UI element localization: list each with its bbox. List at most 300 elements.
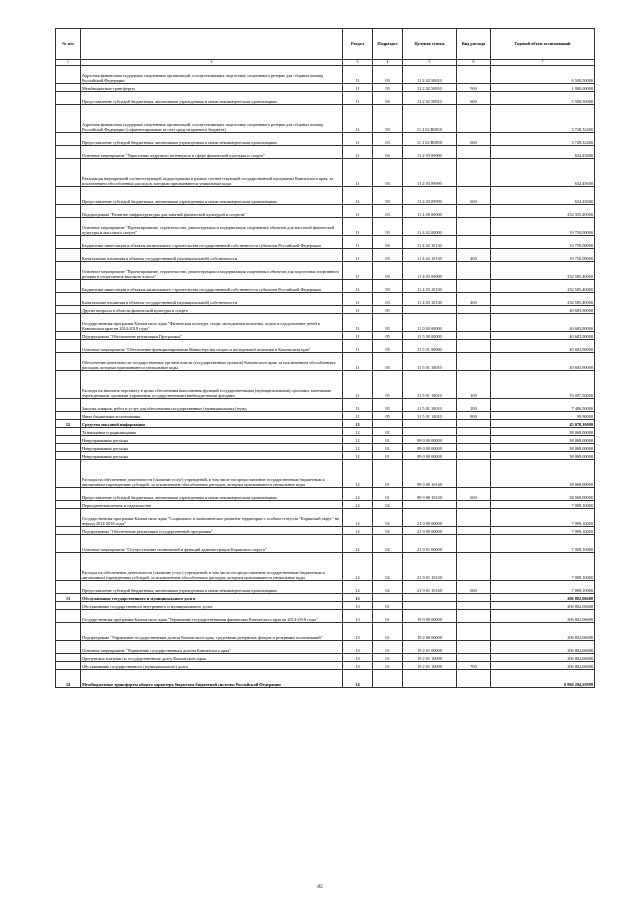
row-csr: 11 4 03 00000	[403, 262, 457, 280]
table-row	[56, 662, 595, 670]
row-csr: 21 9 01 00000	[403, 535, 457, 553]
row-csr: 11 4 02 10130	[403, 249, 457, 262]
row-vr: 600	[457, 581, 491, 594]
row-vr	[457, 501, 491, 509]
row-razdel: 11	[343, 159, 373, 187]
row-csr	[403, 670, 457, 688]
table-row	[56, 444, 595, 452]
row-podrazdel: 01	[373, 444, 403, 452]
row-sum: 40 683,90000	[491, 340, 595, 353]
table-row	[56, 218, 595, 236]
row-name: Основное мероприятие "Управление государственным долгом Камчатского края"	[81, 641, 343, 654]
row-number	[56, 306, 81, 314]
row-csr	[403, 602, 457, 610]
row-razdel: 12	[343, 527, 373, 535]
row-podrazdel: 05	[373, 412, 403, 420]
row-vr	[457, 535, 491, 553]
row-razdel: 11	[343, 249, 373, 262]
row-razdel: 11	[343, 293, 373, 306]
row-name: Другие вопросы в области физической культуры и спорта	[81, 306, 343, 314]
row-vr	[457, 420, 491, 428]
row-sum: 232 585,40000	[491, 293, 595, 306]
row-podrazdel: 03	[373, 105, 403, 133]
row-name: Подпрограмма "Обеспечение реализации Программы"	[81, 332, 343, 340]
row-number	[56, 159, 81, 187]
row-razdel: 11	[343, 133, 373, 146]
row-csr: 11 5 01 10010	[403, 412, 457, 420]
row-name: Предоставление субсидий бюджетным, автономным учреждениям и иным некоммерческим организациям	[81, 133, 343, 146]
table-row	[56, 314, 595, 332]
row-csr: 11 5 01 00000	[403, 340, 457, 353]
row-name: Государственная программа Камчатского края "Управление государственными финансами Камчатского края на 2014-2018 годы"	[81, 610, 343, 623]
row-name: Основное мероприятие "Проектирование, строительство, реконструкция и модернизация спортивных объектов для массовой физической культуры и массового спорта"	[81, 218, 343, 236]
row-name: Телевидение и радиовещание	[81, 428, 343, 436]
row-sum: 232 585,40000	[491, 262, 595, 280]
row-csr: 99 0 00 10140	[403, 488, 457, 501]
row-sum: 19 750,00000	[491, 218, 595, 236]
table-row	[56, 623, 595, 641]
row-razdel: 11	[343, 353, 373, 371]
row-sum: 206 802,06680	[491, 654, 595, 662]
row-sum: 40 683,90000	[491, 353, 595, 371]
header-razdel: Раздел	[343, 29, 373, 60]
row-number	[56, 66, 81, 84]
table-row	[56, 602, 595, 610]
row-razdel: 13	[343, 610, 373, 623]
row-sum: 45 078,10000	[491, 420, 595, 428]
row-razdel: 12	[343, 509, 373, 527]
row-podrazdel: 03	[373, 218, 403, 236]
row-number	[56, 280, 81, 293]
row-razdel: 11	[343, 205, 373, 218]
row-vr: 600	[457, 92, 491, 105]
row-podrazdel	[373, 594, 403, 602]
row-podrazdel: 03	[373, 293, 403, 306]
row-razdel: 12	[343, 501, 373, 509]
row-sum: 6 508,50000	[491, 66, 595, 84]
row-sum: 38 069,00000	[491, 452, 595, 460]
row-name: Расходы на выплаты персоналу в целях обеспечения выполнения функций государственными (муниципальными) органами, казенными учреждениями, органами управления государственными внебюджетными фондами	[81, 371, 343, 399]
row-name: Бюджетные инвестиции в объекты капитального строительства государственной собственности субъектов Российской Федерации	[81, 280, 343, 293]
row-podrazdel: 05	[373, 332, 403, 340]
row-podrazdel: 01	[373, 641, 403, 654]
row-razdel: 11	[343, 314, 373, 332]
row-name: Межбюджетные трансферты общего характера бюджетам бюджетной системы Российской Федерации	[81, 670, 343, 688]
row-name: Подпрограмма "Развитие инфраструктуры для занятий физической культурой и спортом"	[81, 205, 343, 218]
page-number: 85	[317, 884, 323, 890]
table-row	[56, 488, 595, 501]
row-number	[56, 399, 81, 412]
row-razdel: 14	[343, 670, 373, 688]
row-number	[56, 452, 81, 460]
row-sum: 206 802,06680	[491, 662, 595, 670]
row-razdel: 13	[343, 662, 373, 670]
row-vr	[457, 594, 491, 602]
row-name: Закупка товаров, работ и услуг для обеспечения государственных (муниципальных) нужд	[81, 399, 343, 412]
row-vr	[457, 340, 491, 353]
row-vr	[457, 527, 491, 535]
row-number	[56, 535, 81, 553]
row-name: Реализация мероприятий соответствующей подпрограммы в рамках соответствующей государственной программы Камчатского края, за исключением обособленных расходов, которым присваиваются уникальные коды	[81, 159, 343, 187]
row-number: 12	[56, 420, 81, 428]
row-podrazdel: 02	[373, 527, 403, 535]
row-podrazdel: 02	[373, 553, 403, 581]
row-number	[56, 654, 81, 662]
table-row	[56, 460, 595, 488]
column-index: 2	[81, 60, 343, 66]
row-vr: 600	[457, 187, 491, 205]
row-sum: 38 069,00000	[491, 428, 595, 436]
row-sum: 7 486,50000	[491, 399, 595, 412]
row-csr	[403, 306, 457, 314]
row-number	[56, 92, 81, 105]
row-number	[56, 428, 81, 436]
row-number	[56, 187, 81, 205]
row-sum: 206 802,06680	[491, 594, 595, 602]
row-podrazdel: 03	[373, 146, 403, 159]
column-index: 6	[457, 60, 491, 66]
row-razdel: 11	[343, 66, 373, 84]
row-razdel: 13	[343, 641, 373, 654]
row-razdel: 12	[343, 581, 373, 594]
table-row	[56, 371, 595, 399]
row-podrazdel: 03	[373, 280, 403, 293]
table-row	[56, 205, 595, 218]
row-razdel: 11	[343, 84, 373, 92]
row-csr: 11 5 01 10010	[403, 371, 457, 399]
row-podrazdel: 05	[373, 340, 403, 353]
row-podrazdel: 01	[373, 602, 403, 610]
header-csr: Целевая статья	[403, 29, 457, 60]
row-razdel: 12	[343, 488, 373, 501]
row-name: Расходы на обеспечение деятельности (оказание услуг) учреждений, в том числе на предоставление государственным бюджетным и автономным учреждениям субсидий, за исключением обособленных расходов, которым присваиваются уникальные коды	[81, 553, 343, 581]
row-vr	[457, 236, 491, 249]
row-vr	[457, 105, 491, 133]
row-csr: 19 2 01 10090	[403, 662, 457, 670]
row-csr: 11 2 02 50810	[403, 84, 457, 92]
row-number	[56, 488, 81, 501]
row-vr	[457, 452, 491, 460]
row-vr: 700	[457, 662, 491, 670]
row-csr: 11 5 01 10010	[403, 399, 457, 412]
row-razdel: 11	[343, 399, 373, 412]
row-razdel: 12	[343, 535, 373, 553]
row-podrazdel	[373, 670, 403, 688]
row-vr: 200	[457, 399, 491, 412]
table-row	[56, 654, 595, 662]
row-name: Государственная программа Камчатского края "Социальное и экономическое развитие территории с особым статусом "Корякский округ" на период 2014-2018 годы"	[81, 509, 343, 527]
row-sum: 1 000,00000	[491, 84, 595, 92]
row-csr: 11 2 03 09990	[403, 159, 457, 187]
row-razdel: 11	[343, 187, 373, 205]
row-name: Предоставление субсидий бюджетным, автономным учреждениям и иным некоммерческим организациям	[81, 581, 343, 594]
table-row	[56, 501, 595, 509]
row-vr	[457, 436, 491, 444]
table-row	[56, 262, 595, 280]
row-razdel: 12	[343, 436, 373, 444]
row-sum: 232 585,40000	[491, 280, 595, 293]
row-csr: 11 2 02 R0810	[403, 105, 457, 133]
row-csr: 99 0 00 00000	[403, 452, 457, 460]
row-vr	[457, 610, 491, 623]
column-index: 7	[491, 60, 595, 66]
row-sum: 40 683,90000	[491, 306, 595, 314]
row-podrazdel: 02	[373, 509, 403, 527]
row-vr	[457, 205, 491, 218]
header-podrazdel: Подраздел	[373, 29, 403, 60]
row-sum: 6 866 294,25999	[491, 670, 595, 688]
row-vr	[457, 602, 491, 610]
row-number	[56, 460, 81, 488]
row-name: Основное мероприятие "Осуществление полномочий и функций администрации Корякского округа"	[81, 535, 343, 553]
row-name: Предоставление субсидий бюджетным, автономным учреждениям и иным некоммерческим организациям	[81, 488, 343, 501]
row-vr: 400	[457, 249, 491, 262]
row-name: Обслуживание государственного и муниципального долга	[81, 594, 343, 602]
row-vr	[457, 306, 491, 314]
row-vr: 100	[457, 371, 491, 399]
table-row	[56, 249, 595, 262]
table-row	[56, 581, 595, 594]
row-name: Иные бюджетные ассигнования	[81, 412, 343, 420]
row-csr: 21 9 01 10140	[403, 553, 457, 581]
table-row	[56, 66, 595, 84]
row-csr: 11 2 02 50810	[403, 92, 457, 105]
row-razdel: 13	[343, 623, 373, 641]
row-podrazdel: 01	[373, 610, 403, 623]
row-sum: 206 802,06680	[491, 641, 595, 654]
row-vr	[457, 353, 491, 371]
header-vr: Вид расхода	[457, 29, 491, 60]
table-row	[56, 353, 595, 371]
row-name: Процентные платежи по государственному долгу Камчатского края	[81, 654, 343, 662]
row-csr: 21 9 00 00000	[403, 527, 457, 535]
row-number	[56, 340, 81, 353]
row-csr: 19 2 01 10090	[403, 654, 457, 662]
row-number	[56, 623, 81, 641]
row-vr	[457, 444, 491, 452]
row-podrazdel: 02	[373, 581, 403, 594]
column-index: 1	[56, 60, 81, 66]
row-podrazdel: 03	[373, 159, 403, 187]
row-csr: 21 0 00 00000	[403, 509, 457, 527]
row-number	[56, 610, 81, 623]
row-podrazdel: 03	[373, 92, 403, 105]
table-row	[56, 187, 595, 205]
row-sum: 40 683,90000	[491, 314, 595, 332]
row-name: Адресная финансовая поддержка спортивных организаций, осуществляющих подготовку спортивного резерва для сборных команд Российской Федерации	[81, 66, 343, 84]
row-number	[56, 332, 81, 340]
row-podrazdel: 03	[373, 84, 403, 92]
row-sum: 7 009,10000	[491, 501, 595, 509]
row-number	[56, 553, 81, 581]
row-podrazdel: 03	[373, 133, 403, 146]
row-name: Непрограммные расходы	[81, 444, 343, 452]
row-number	[56, 218, 81, 236]
table-row	[56, 236, 595, 249]
row-name: Основное мероприятие "Обеспечение функционирования Министерства спорта и молодежной политики в Камчатском крае"	[81, 340, 343, 353]
row-razdel: 12	[343, 428, 373, 436]
row-name: Бюджетные инвестиции в объекты капитального строительства государственной собственности субъектов Российской Федерации	[81, 236, 343, 249]
row-razdel: 11	[343, 262, 373, 280]
row-csr: 21 9 01 10140	[403, 581, 457, 594]
table-row	[56, 159, 595, 187]
row-sum: 38 069,00000	[491, 488, 595, 501]
table-row	[56, 553, 595, 581]
row-vr: 400	[457, 293, 491, 306]
column-index: 4	[373, 60, 403, 66]
header-num: № п/п	[56, 29, 81, 60]
table-row	[56, 146, 595, 159]
row-sum: 7 009,10000	[491, 509, 595, 527]
row-podrazdel: 01	[373, 452, 403, 460]
table-body	[56, 66, 595, 688]
row-razdel: 11	[343, 105, 373, 133]
row-razdel: 11	[343, 236, 373, 249]
table-row	[56, 280, 595, 293]
row-sum: 38 069,00000	[491, 444, 595, 452]
row-razdel: 13	[343, 594, 373, 602]
row-podrazdel: 02	[373, 501, 403, 509]
table-row	[56, 332, 595, 340]
table-row	[56, 670, 595, 688]
row-sum: 632,45600	[491, 187, 595, 205]
table-row	[56, 452, 595, 460]
table-row	[56, 306, 595, 314]
row-number: 13	[56, 594, 81, 602]
row-sum: 206 802,06680	[491, 602, 595, 610]
table-row	[56, 641, 595, 654]
row-csr: 11 4 02 10130	[403, 236, 457, 249]
row-number: 14	[56, 670, 81, 688]
row-podrazdel: 01	[373, 662, 403, 670]
row-sum: 3 728,32400	[491, 105, 595, 133]
table-row	[56, 84, 595, 92]
column-index: 3	[343, 60, 373, 66]
row-name: Непрограммные расходы	[81, 452, 343, 460]
row-csr: 11 5 01 10010	[403, 353, 457, 371]
row-csr: 99 0 00 00000	[403, 444, 457, 452]
row-vr	[457, 460, 491, 488]
table-row	[56, 92, 595, 105]
row-sum: 7 009,10000	[491, 527, 595, 535]
table-row	[56, 412, 595, 420]
row-razdel: 11	[343, 146, 373, 159]
row-number	[56, 509, 81, 527]
row-name: Основное мероприятие "Укрепление кадрового потенциала в сфере физической культуры и спорта"	[81, 146, 343, 159]
row-number	[56, 444, 81, 452]
row-name: Обслуживание государственного (муниципального) долга	[81, 662, 343, 670]
row-vr	[457, 509, 491, 527]
row-name: Подпрограмма "Управление государственным долгом Камчатского края, средствами резервных фондов и резервами ассигнований"	[81, 623, 343, 641]
row-name: Межбюджетные трансферты	[81, 84, 343, 92]
row-podrazdel: 01	[373, 623, 403, 641]
row-csr: 11 4 03 10130	[403, 280, 457, 293]
row-vr	[457, 146, 491, 159]
row-vr	[457, 314, 491, 332]
row-number	[56, 602, 81, 610]
row-vr	[457, 66, 491, 84]
column-index: 5	[403, 60, 457, 66]
row-name: Предоставление субсидий бюджетным, автономным учреждениям и иным некоммерческим организациям	[81, 92, 343, 105]
row-podrazdel: 01	[373, 428, 403, 436]
row-podrazdel: 03	[373, 205, 403, 218]
header-name	[81, 29, 343, 60]
row-name: Основное мероприятие "Проектирование, строительство, реконструкция и модернизация спортивных объектов для подготовки спортивного резерва и спортсменов высокого класса"	[81, 262, 343, 280]
row-sum: 33 097,50000	[491, 371, 595, 399]
row-podrazdel: 03	[373, 262, 403, 280]
row-razdel: 12	[343, 420, 373, 428]
row-sum: 252 335,40000	[491, 205, 595, 218]
budget-table	[55, 28, 595, 688]
table-row	[56, 428, 595, 436]
row-number	[56, 236, 81, 249]
row-number	[56, 146, 81, 159]
row-number	[56, 501, 81, 509]
row-number	[56, 262, 81, 280]
row-podrazdel: 02	[373, 535, 403, 553]
row-name: Расходы на обеспечение деятельности (оказание услуг) учреждений, в том числе на предоставление государственным бюджетным и автономным учреждениям субсидий, за исключением обособленных расходов, которым присваиваются уникальные коды	[81, 460, 343, 488]
row-csr: 99 0 00 10140	[403, 460, 457, 488]
row-number	[56, 581, 81, 594]
row-number	[56, 105, 81, 133]
row-sum: 632,45600	[491, 159, 595, 187]
row-csr	[403, 428, 457, 436]
row-sum: 632,45600	[491, 146, 595, 159]
row-number	[56, 641, 81, 654]
row-csr: 11 0 00 00000	[403, 314, 457, 332]
row-razdel: 11	[343, 92, 373, 105]
row-podrazdel: 05	[373, 399, 403, 412]
row-razdel: 11	[343, 306, 373, 314]
row-csr: 11 2 02 50810	[403, 66, 457, 84]
row-csr: 11 2 03 09990	[403, 187, 457, 205]
row-podrazdel	[373, 420, 403, 428]
row-name: Подпрограмма "Обеспечение реализации государственной программы"	[81, 527, 343, 535]
row-podrazdel: 03	[373, 249, 403, 262]
row-vr	[457, 428, 491, 436]
row-sum: 3 728,32400	[491, 133, 595, 146]
row-sum: 7 009,10000	[491, 581, 595, 594]
row-name: Адресная финансовая поддержка спортивных организаций, осуществляющих подготовку спортивного резерва для сборных команд Российской Федерации (софинансирование за счет средств краевого бюджета)	[81, 105, 343, 133]
header-sum: Годовой объем ассигнований	[491, 29, 595, 60]
row-number	[56, 293, 81, 306]
row-razdel: 11	[343, 218, 373, 236]
row-podrazdel: 03	[373, 66, 403, 84]
row-number	[56, 353, 81, 371]
row-name: Обслуживание государственного внутреннего и муниципального долга	[81, 602, 343, 610]
row-razdel: 12	[343, 452, 373, 460]
row-csr: 99 0 00 00000	[403, 436, 457, 444]
row-number	[56, 133, 81, 146]
row-razdel: 13	[343, 654, 373, 662]
row-sum: 5 508,50000	[491, 92, 595, 105]
row-razdel: 11	[343, 412, 373, 420]
row-vr: 500	[457, 84, 491, 92]
row-podrazdel: 01	[373, 436, 403, 444]
row-number	[56, 662, 81, 670]
row-number	[56, 314, 81, 332]
row-podrazdel: 05	[373, 371, 403, 399]
row-podrazdel: 05	[373, 306, 403, 314]
row-vr	[457, 670, 491, 688]
row-sum: 38 069,00000	[491, 460, 595, 488]
row-sum: 19 750,00000	[491, 236, 595, 249]
document-page	[55, 28, 594, 688]
table-row	[56, 420, 595, 428]
row-name: Средства массовой информации	[81, 420, 343, 428]
row-razdel: 13	[343, 602, 373, 610]
row-sum: 7 009,10000	[491, 535, 595, 553]
